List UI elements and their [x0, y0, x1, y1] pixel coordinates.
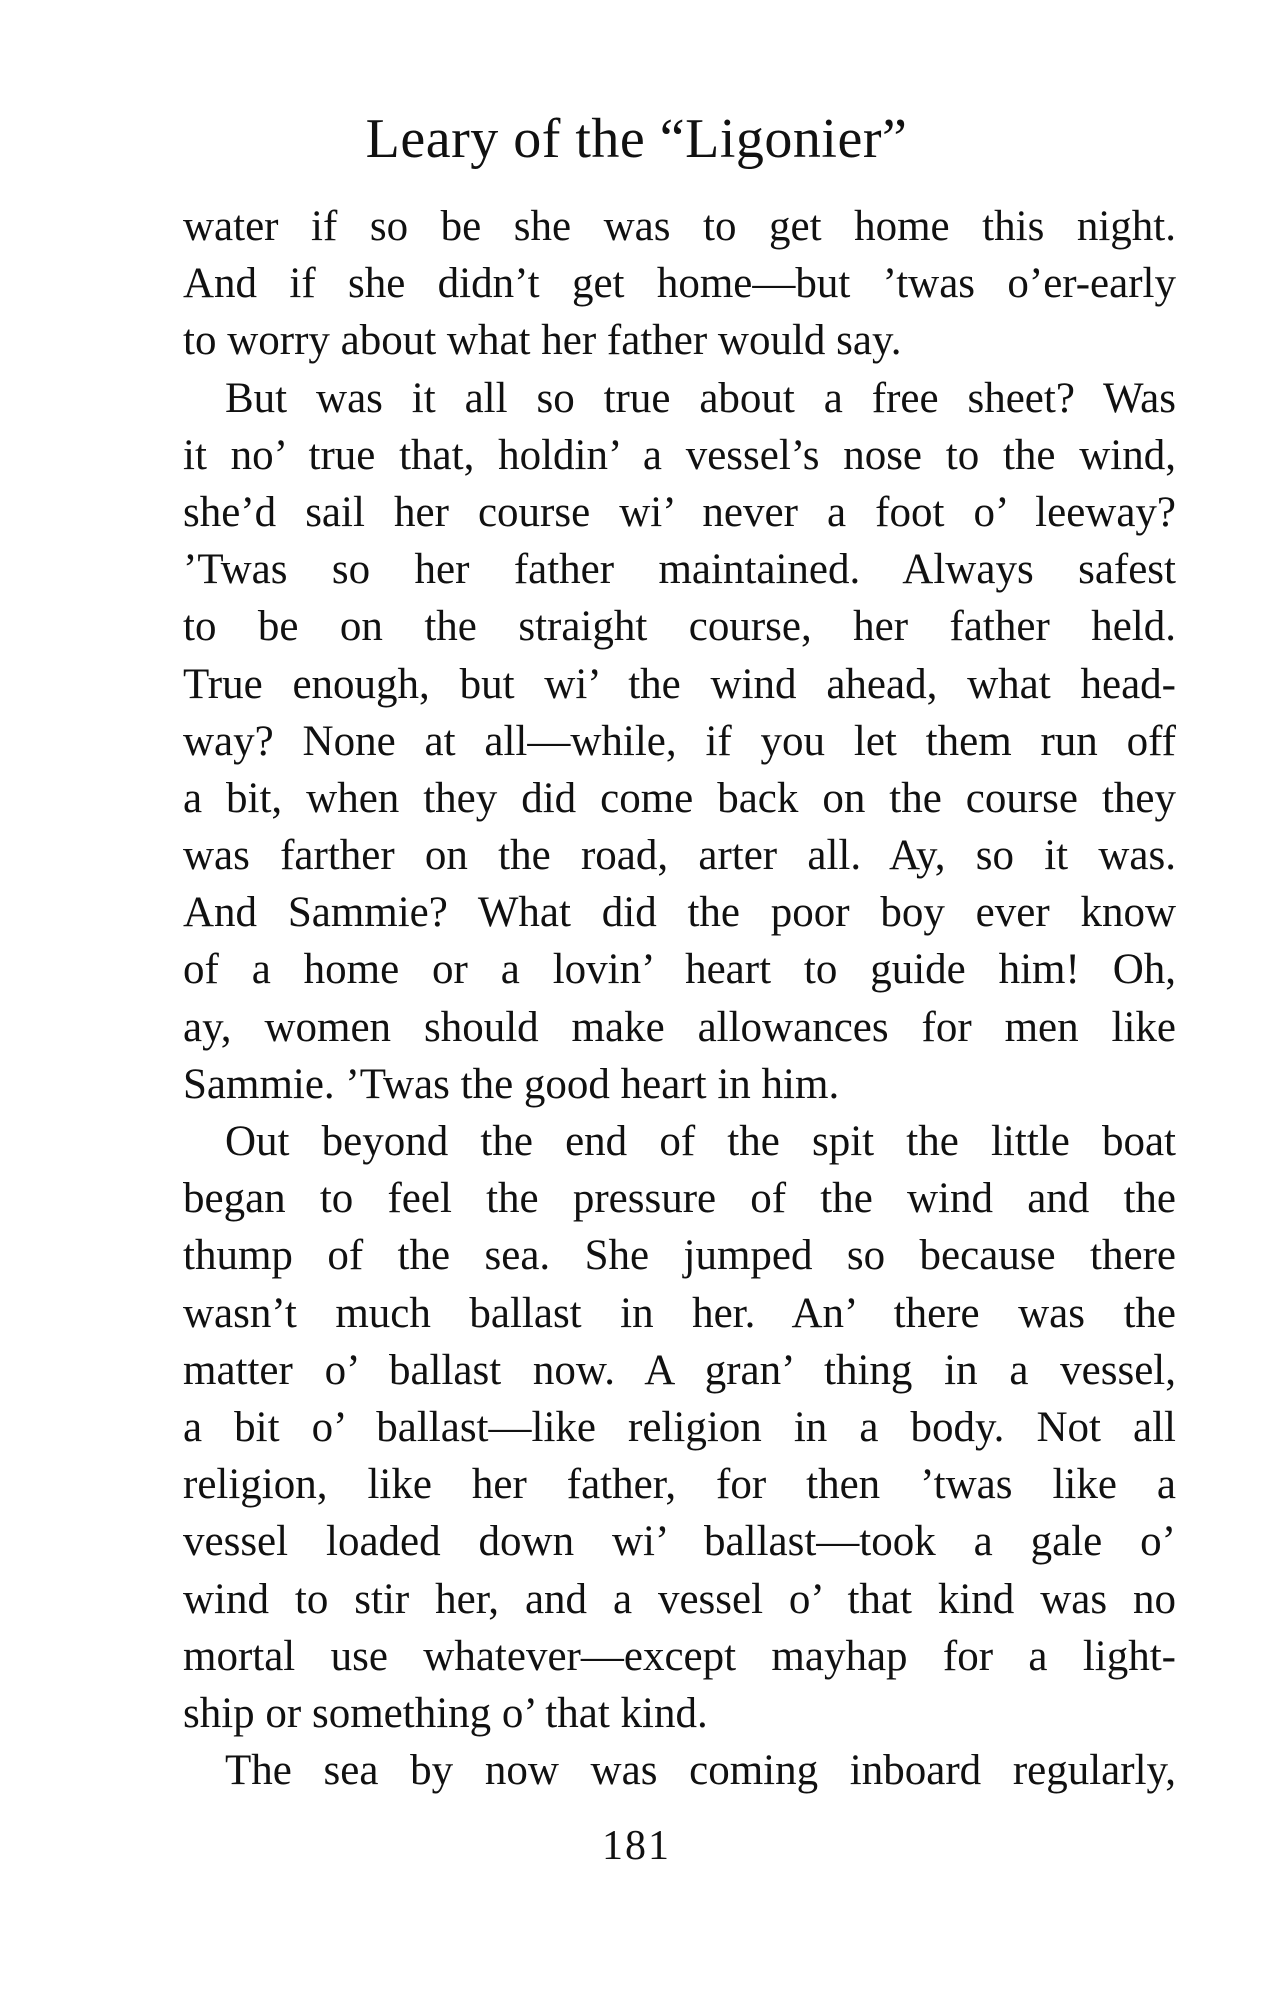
paragraph: [183, 370, 1176, 1113]
text-line: vessel loaded down wi’ ballast—took a gale o’: [183, 1518, 1176, 1566]
paragraph: [183, 1113, 1176, 1742]
text-line: began to feel the pressure of the wind and the: [183, 1175, 1176, 1223]
text-line: she’d sail her course wi’ never a foot o’ leeway?: [183, 488, 1176, 536]
text-line: And Sammie? What did the poor boy ever know: [183, 889, 1176, 937]
paragraph: [183, 198, 1176, 370]
text-line: True enough, but wi’ the wind ahead, what head-: [183, 660, 1176, 708]
running-header: Leary of the “Ligonier”: [365, 108, 908, 170]
text-line: ’Twas so her father maintained. Always safest: [183, 546, 1176, 594]
page-number: 181: [602, 1823, 671, 1869]
text-line: The sea by now was coming inboard regularly,: [225, 1747, 1176, 1795]
text-line: was farther on the road, arter all. Ay, so it was.: [183, 832, 1176, 880]
text-line: to worry about what her father would say.: [183, 317, 902, 365]
text-line: thump of the sea. She jumped so because there: [183, 1232, 1176, 1280]
text-line: to be on the straight course, her father held.: [183, 603, 1176, 651]
body-text: [183, 198, 1176, 1799]
text-line: religion, like her father, for then ’twas like a: [183, 1461, 1176, 1509]
text-line: ship or something o’ that kind.: [183, 1689, 708, 1737]
text-line: And if she didn’t get home—but ’twas o’er-early: [183, 260, 1176, 308]
text-line: a bit o’ ballast—like religion in a body. Not all: [183, 1403, 1176, 1451]
text-line: it no’ true that, holdin’ a vessel’s nose to the wind,: [183, 431, 1176, 479]
text-line: a bit, when they did come back on the course they: [183, 774, 1176, 822]
text-line: Out beyond the end of the spit the little boat: [225, 1118, 1176, 1165]
text-line: matter o’ ballast now. A gran’ thing in a vessel,: [183, 1346, 1176, 1394]
text-line: of a home or a lovin’ heart to guide him! Oh,: [183, 946, 1176, 994]
text-line: ay, women should make allowances for men like: [183, 1003, 1176, 1051]
paragraph: [183, 1742, 1176, 1799]
text-line: Sammie. ’Twas the good heart in him.: [183, 1060, 840, 1108]
text-line: wind to stir her, and a vessel o’ that kind was no: [183, 1575, 1176, 1623]
text-line: But was it all so true about a free sheet? Was: [225, 374, 1176, 422]
text-line: wasn’t much ballast in her. An’ there was the: [183, 1289, 1176, 1337]
text-line: mortal use whatever—except mayhap for a light-: [183, 1632, 1176, 1680]
text-line: water if so be she was to get home this night.: [183, 203, 1176, 250]
text-line: way? None at all—while, if you let them run off: [183, 717, 1176, 765]
